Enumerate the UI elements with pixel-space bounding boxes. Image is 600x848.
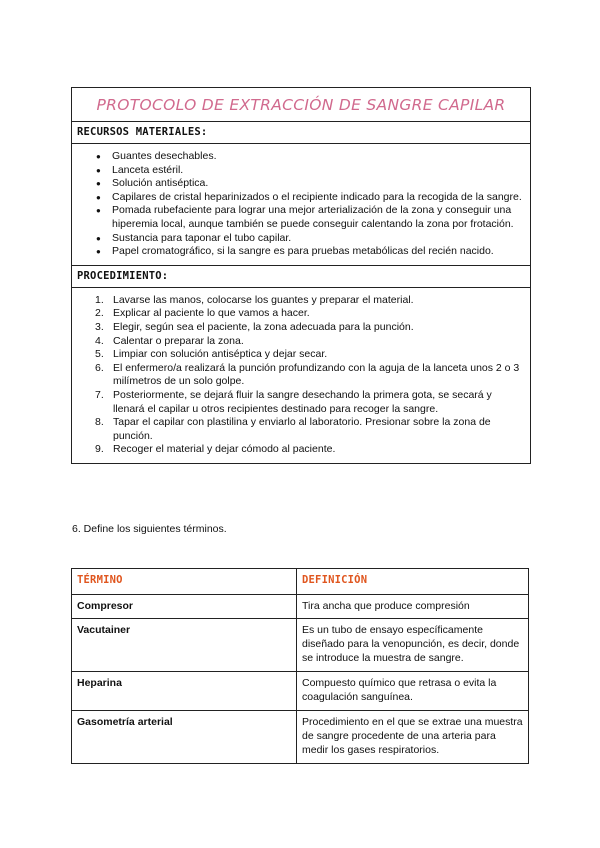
term-cell: Compresor [72,595,297,619]
list-item: ● Sustancia para taponar el tubo capilar. [112,232,522,246]
step-text: Recoger el material y dejar cómodo al paciente. [113,443,336,456]
step-text: Elegir, según sea el paciente, la zona adecuada para la punción. [113,320,414,333]
table-row [72,595,529,619]
protocol-box [71,87,531,464]
list-item [95,320,522,335]
step-number: 8. [95,416,104,429]
definition-cell: Procedimiento en el que se extrae una muestra de sangre procedente de una arteria para medir los gases respiratorios. [297,711,529,764]
step-text: Calentar o preparar la zona. [113,334,244,347]
list-item [95,334,522,349]
step-number: 4. [95,334,104,347]
step-number: 6. [95,361,104,374]
table-row [72,619,529,672]
term-cell: Gasometría arterial [72,711,297,764]
step-text: Posteriormente, se dejará fluir la sangre desechando la primera gota, se secará y llenará el capilar u otros recipientes destinado para recoger la sangre. [113,388,492,415]
list-item: ● Capilares de cristal heparinizados o el recipiente indicado para la recogida de la sangre. [112,191,522,205]
list-item: ● Guantes desechables. [112,150,522,164]
list-item [95,348,522,362]
step-number: 1. [95,293,104,306]
list-item [95,307,522,321]
step-number: 3. [95,320,104,333]
definition-cell: Es un tubo de ensayo específicamente diseñado para la venopunción, es decir, donde se introduce la muestra de sangre. [297,619,529,672]
step-text: El enfermero/a realizará la punción profundizando con la aguja de la lanceta unos 2 o 3 milímetros de un solo golpe. [113,361,520,388]
table-header-row [72,569,529,595]
step-text: Limpiar con solución antiséptica y dejar secar. [113,348,328,361]
definition-cell: Compuesto químico que retrasa o evita la coagulación sanguínea. [297,672,529,711]
list-item [95,361,522,389]
list-item: ● Lanceta estéril. [112,164,522,178]
column-header-term: TÉRMINO [72,569,297,595]
list-item [95,388,522,416]
step-text: Lavarse las manos, colocarse los guantes y preparar el material. [113,293,414,306]
definition-cell: Tira ancha que produce compresión [297,595,529,619]
table-row [72,672,529,711]
step-number: 7. [95,388,104,401]
list-item [95,443,522,457]
terms-table [71,568,529,764]
step-number: 9. [95,443,104,456]
step-text: Explicar al paciente lo que vamos a hacer. [113,307,310,320]
protocol-title-row [72,88,530,122]
list-item: ● Solución antiséptica. [112,177,522,191]
list-item [95,293,522,308]
list-item [95,416,522,443]
step-text: Tapar el capilar con plastilina y enviarlo al laboratorio. Presionar sobre la zona de punción. [113,416,491,442]
table-row [72,711,529,764]
procedure-heading: PROCEDIMIENTO: [72,266,530,288]
list-item: ● Papel cromatográfico, si la sangre es para pruebas metabólicas del recién nacido. [112,245,522,259]
procedure-section [72,288,530,463]
protocol-title: PROTOCOLO DE EXTRACCIÓN DE SANGRE CAPILAR [96,96,506,114]
materials-heading: RECURSOS MATERIALES: [72,122,530,144]
question-text: 6. Define los siguientes términos. [72,523,227,535]
term-cell: Heparina [72,672,297,711]
procedure-list [72,294,522,457]
step-number: 2. [95,307,104,320]
materials-list [72,150,522,259]
step-number: 5. [95,348,104,361]
materials-section [72,144,530,266]
column-header-definition: DEFINICIÓN [297,569,529,595]
term-cell: Vacutainer [72,619,297,672]
list-item: ● Pomada rubefaciente para lograr una mejor arterialización de la zona y conseguir una hiperemia local, aunque también se puede conseguir calentando la zona por frotación. [112,204,522,231]
